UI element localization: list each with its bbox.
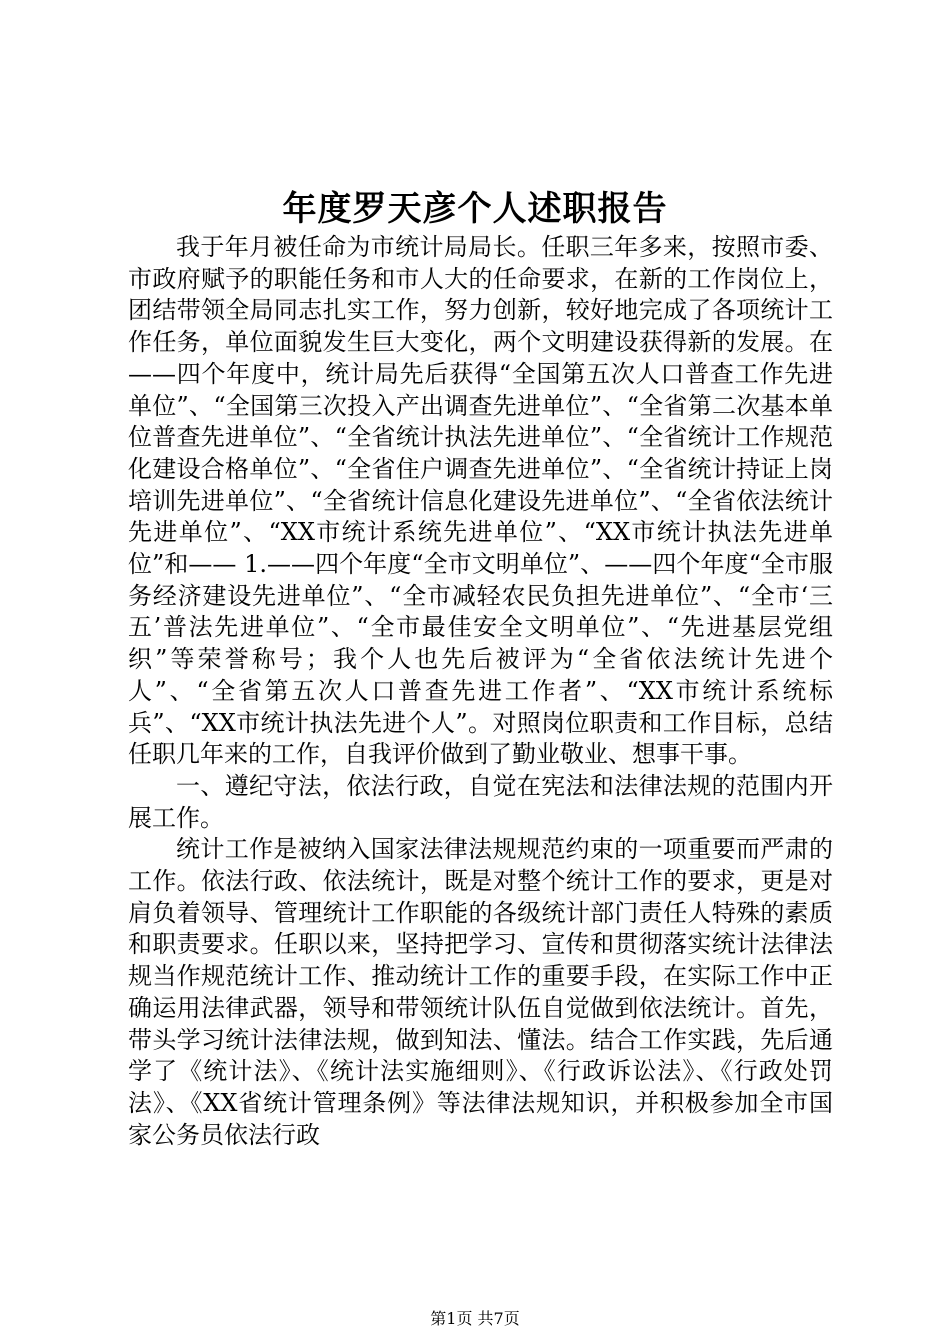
paragraph-1: 我于年月被任命为市统计局局长。任职三年多来，按照市委、市政府赋予的职能任务和市人大的任命要求，在新的工作岗位上，团结带领全局同志扎实工作，努力创新，较好地完成了各项统计工作任务，单位面貌发生巨大变化，两个文明建设获得新的发展。在——四个年度中，统计局先后获得“全国第五次人口普查工作先进单位”、“全国第三次投入产出调查先进单位”、“全省第二次基本单位普查先进单位”、“全省统计执法先进单位”、“全省统计工作规范化建设合格单位”、“全省住户调查先进单位”、“全省统计持证上岗培训先进单位”、“全省统计信息化建设先进单位”、“全省依法统计先进单位”、“XX市统计系统先进单位”、“XX市统计执法先进单位”和—— 1.——四个年度“全市文明单位”、——四个年度“全市服务经济建设先进单位”、“全市减轻农民负担先进单位”、“全市‘三五’普法先进单位”、“全市最佳安全文明单位”、“先进基层党组织”等荣誉称号；我个人也先后被评为“全省依法统计先进个人”、“全省第五次人口普查先进工作者”、“XX市统计系统标兵”、“XX市统计执法先进个人”。对照岗位职责和工作目标，总结任职几年来的工作，自我评价做到了勤业敬业、想事干事。	[128, 233, 833, 769]
paragraph-2: 一、遵纪守法，依法行政，自觉在宪法和法律法规的范围内开展工作。	[128, 771, 833, 832]
document-body	[128, 232, 833, 1151]
page-footer: 第1页 共7页	[430, 1309, 520, 1328]
paragraph-3: 统计工作是被纳入国家法律法规规范约束的一项重要而严肃的工作。依法行政、依法统计，既是对整个统计工作的要求，更是对肩负着领导、管理统计工作职能的各级统计部门责任人特殊的素质和职责要求。任职以来，坚持把学习、宣传和贯彻落实统计法律法规当作规范统计工作、推动统计工作的重要手段，在实际工作中正确运用法律武器，领导和带领统计队伍自觉做到依法统计。首先，带头学习统计法律法规，做到知法、懂法。结合工作实践，先后通学了《统计法》、《统计法实施细则》、《行政诉讼法》、《行政处罚法》、《XX省统计管理条例》等法律法规知识，并积极参加全市国家公务员依法行政	[128, 835, 833, 1149]
document-title: 年度罗天彦个人述职报告	[282, 189, 668, 229]
